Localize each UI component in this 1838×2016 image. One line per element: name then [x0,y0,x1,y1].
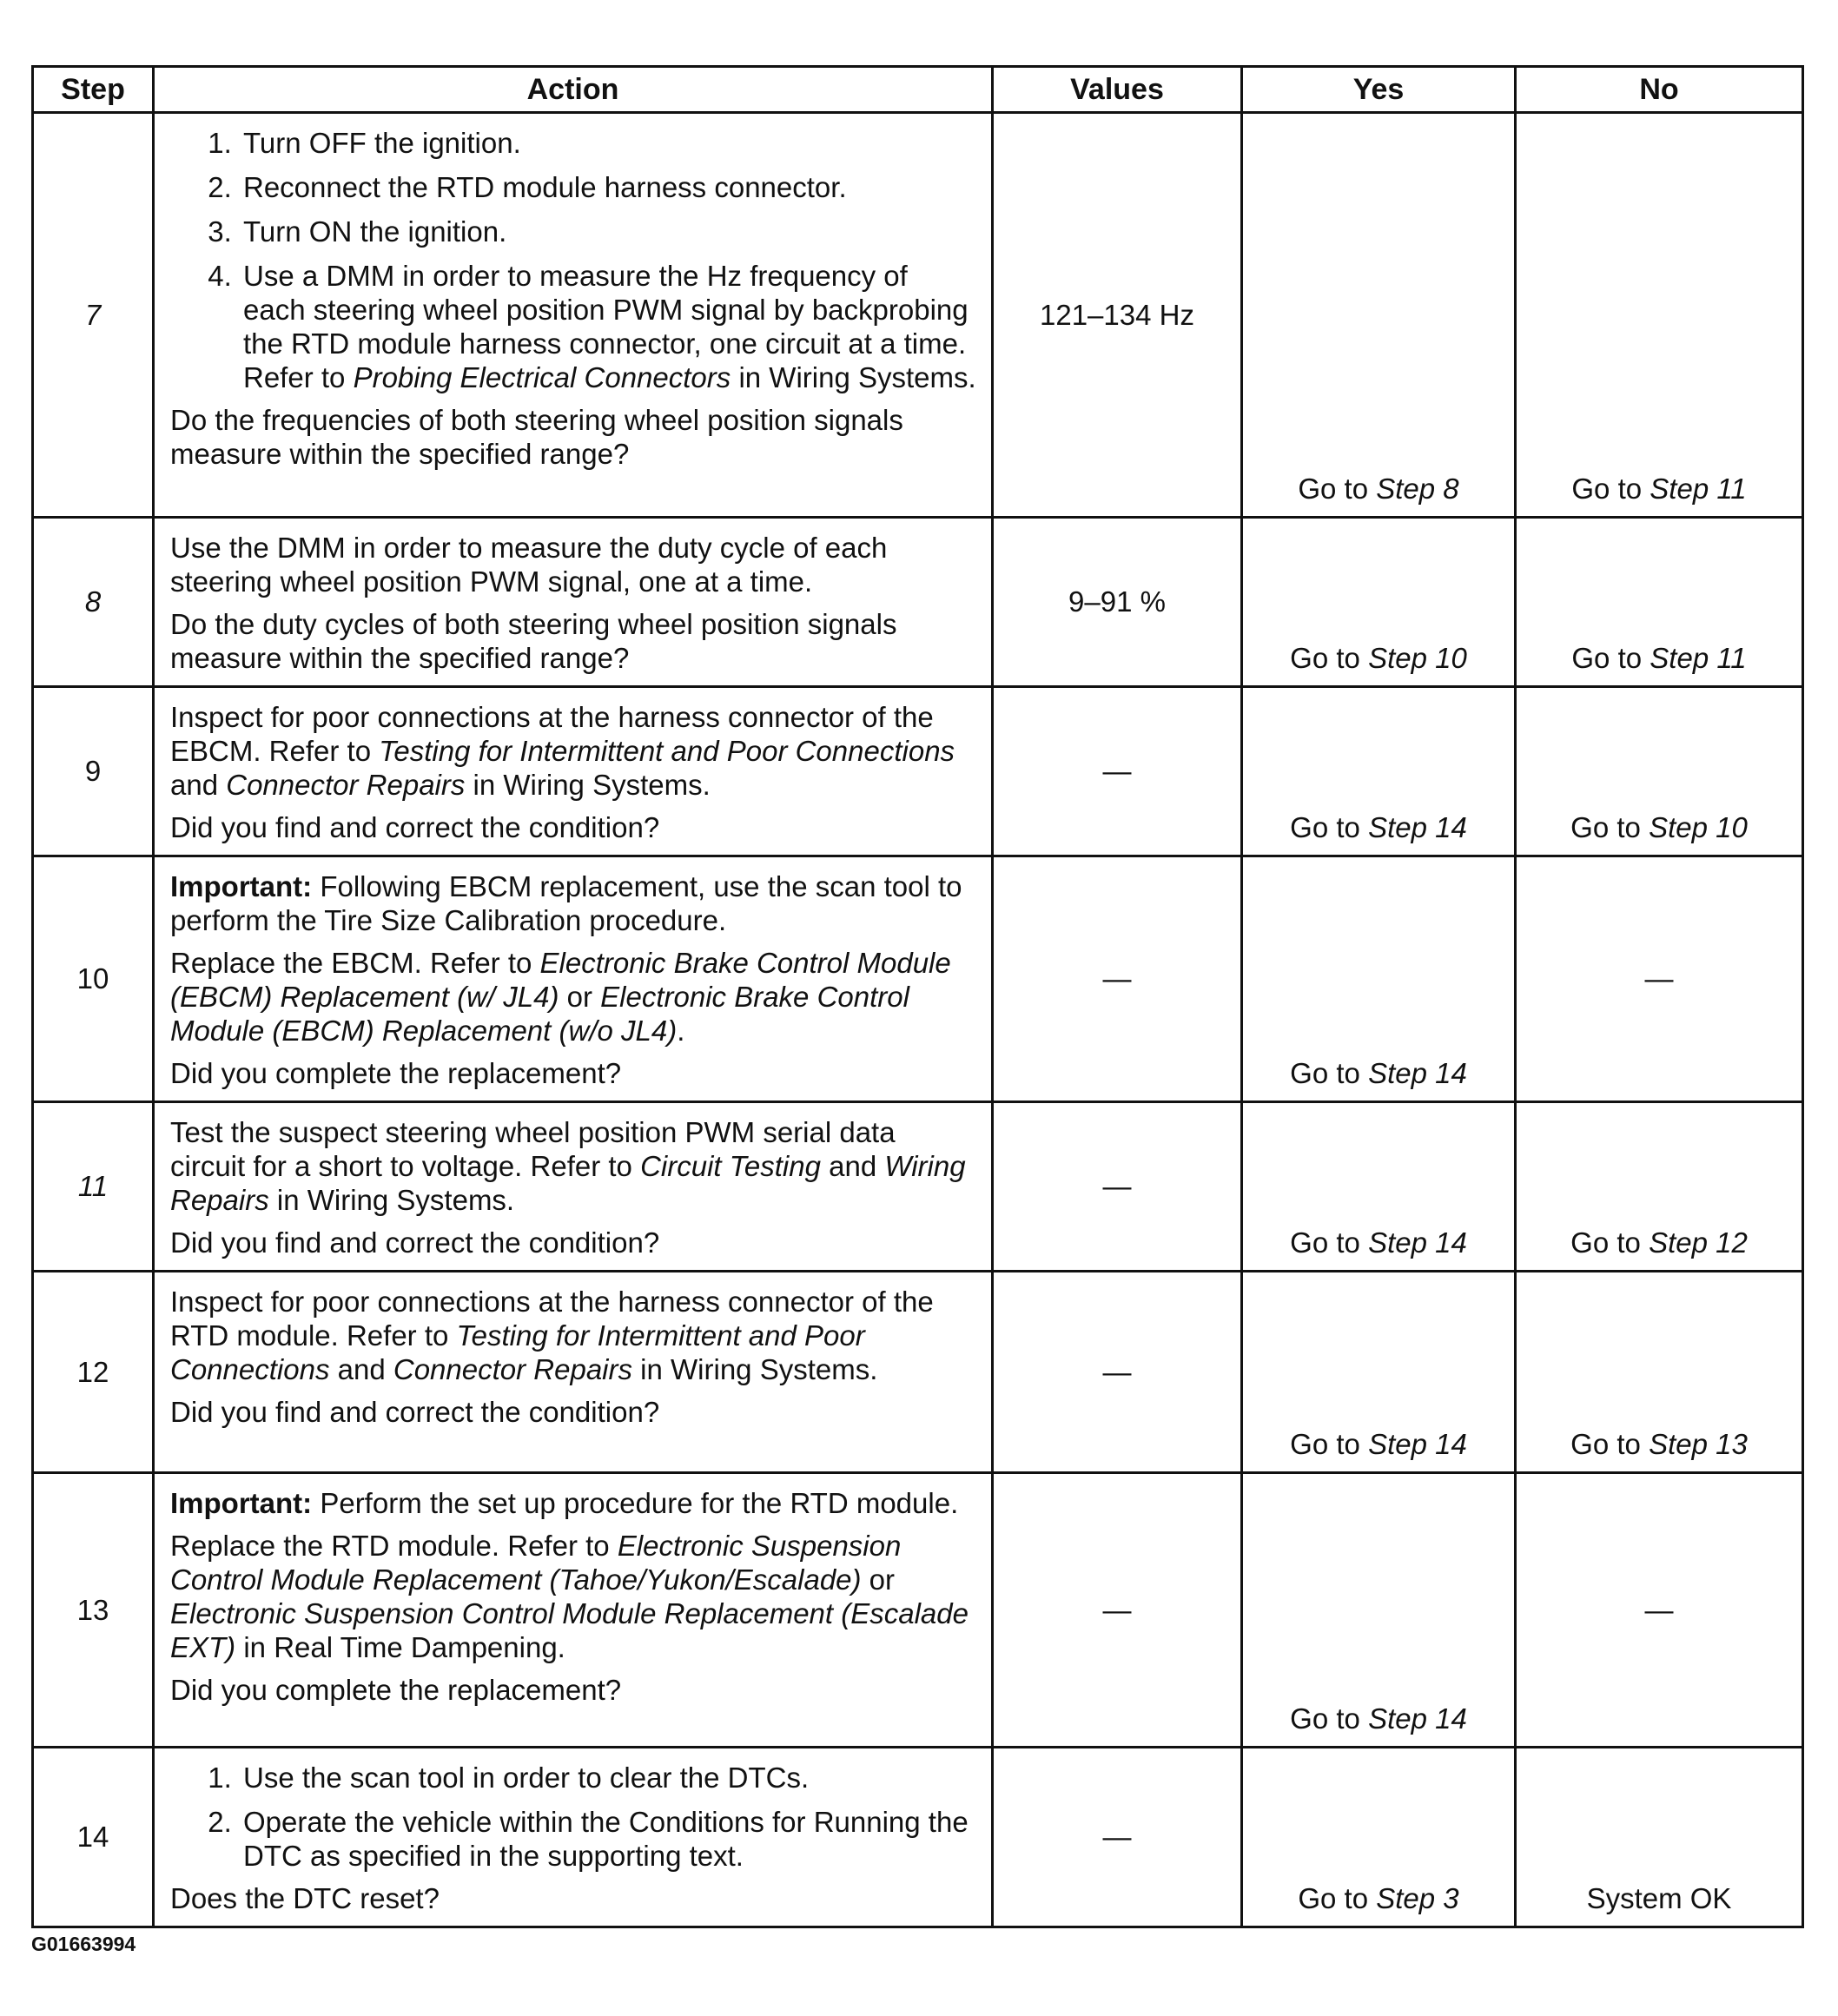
reference-link[interactable]: Probing Electrical Connectors [353,361,731,393]
table-row [33,518,1803,687]
text-span: and [820,1150,885,1182]
action-cell [154,687,993,856]
important-text: Perform the set up procedure for the RTD module. [312,1487,959,1519]
action-cell [154,1473,993,1748]
step-link[interactable]: Step 14 [1368,1057,1467,1089]
text-span: in Wiring Systems. [268,1184,515,1216]
text-span: . [677,1015,685,1047]
step-link[interactable]: Step 10 [1368,642,1467,674]
action-text: Use the DMM in order to measure the duty cycle of each steering wheel position PWM signal, one at a time. [170,532,888,598]
reference-link[interactable]: Wiring Repairs [170,1150,966,1216]
goto-prefix: Go to [1298,1882,1377,1914]
reference-link[interactable]: Connector Repairs [393,1353,632,1385]
goto-prefix: Go to [1571,642,1650,674]
important-text: Following EBCM replacement, use the scan tool to perform the Tire Size Calibration procedure. [170,870,962,936]
goto-prefix: Go to [1290,1428,1369,1460]
header-yes: Yes [1242,67,1516,113]
reference-link[interactable]: Circuit Testing [640,1150,821,1182]
action-cell [154,1272,993,1473]
yes-cell [1242,856,1516,1102]
list-item: 2. Reconnect the RTD module harness connector. [240,170,977,204]
important-label: Important: [170,870,313,902]
text-span: and [170,769,227,801]
text-span: in Wiring Systems. [632,1353,878,1385]
no-cell: — [1516,1473,1803,1748]
step-link[interactable]: Step 14 [1368,811,1467,843]
header-step: Step [33,67,154,113]
no-cell [1516,113,1803,518]
action-list [170,126,977,394]
value-cell: — [993,1102,1242,1272]
action-cell [154,113,993,518]
action-question: Did you complete the replacement? [170,1057,622,1089]
step-link[interactable]: Step 3 [1376,1882,1459,1914]
step-number: 9 [33,687,154,856]
list-item: 1. Turn OFF the ignition. [240,126,977,160]
table-row [33,1473,1803,1748]
yes-cell [1242,1102,1516,1272]
step-link[interactable]: Step 12 [1649,1226,1748,1259]
action-text [170,1529,977,1664]
text-span: Replace the EBCM. Refer to [170,947,540,979]
step-link[interactable]: Step 14 [1368,1702,1467,1735]
action-question: Did you find and correct the condition? [170,1396,660,1428]
action-text [170,700,977,802]
action-question: Did you find and correct the condition? [170,1226,660,1259]
list-item: 3. Turn ON the ignition. [240,215,977,248]
text-span: Test the suspect steering wheel position PWM serial data circuit for a short to voltage. Refer to [170,1116,896,1182]
reference-link[interactable]: Testing for Intermittent and Poor Connections [379,735,955,767]
step-number: 14 [33,1748,154,1927]
value-cell: — [993,1473,1242,1748]
important-label: Important: [170,1487,313,1519]
step-link[interactable]: Step 11 [1650,642,1747,674]
goto-prefix: Go to [1570,1226,1650,1259]
text-span: in Wiring Systems. [731,361,976,393]
action-question: Did you find and correct the condition? [170,811,660,843]
reference-link[interactable]: Electronic Suspension Control Module Replacement (Escalade EXT) [170,1597,969,1663]
goto-prefix: Go to [1290,642,1369,674]
table-row [33,1748,1803,1927]
action-cell [154,518,993,687]
action-list [170,1761,977,1873]
important-note [170,1486,977,1520]
no-cell: System OK [1516,1748,1803,1927]
value-cell: — [993,1272,1242,1473]
action-cell [154,856,993,1102]
step-number: 7 [33,113,154,518]
reference-link[interactable]: Electronic Brake Control Module (EBCM) Replacement (w/ JL4) [170,947,951,1013]
value-cell: — [993,856,1242,1102]
list-item: 2. Operate the vehicle within the Conditions for Running the DTC as specified in the supporting text. [240,1805,977,1873]
text-span: Use a DMM in order to measure the Hz frequency of each steering wheel position PWM signal by backprobing the RTD module harness connector, one circuit at a time. Refer to [243,260,969,393]
text-span: Replace the RTD module. Refer to [170,1530,618,1562]
reference-link[interactable]: Electronic Suspension Control Module Replacement (Tahoe/Yukon/Escalade) [170,1530,902,1596]
step-link[interactable]: Step 10 [1649,811,1748,843]
goto-prefix: Go to [1290,1226,1369,1259]
yes-cell [1242,687,1516,856]
step-link[interactable]: Step 14 [1368,1428,1467,1460]
step-number: 11 [33,1102,154,1272]
diagnostic-table [31,65,1804,1928]
text-span: and [329,1353,393,1385]
yes-cell [1242,1272,1516,1473]
text-span: Inspect for poor connections at the harness connector of the RTD module. Refer to [170,1286,934,1352]
reference-link[interactable]: Electronic Brake Control Module (EBCM) Replacement (w/o JL4) [170,981,909,1047]
reference-link[interactable]: Testing for Intermittent and Poor Connections [170,1319,865,1385]
table-row [33,113,1803,518]
value-cell: — [993,1748,1242,1927]
table-row [33,1102,1803,1272]
goto-prefix: Go to [1570,1428,1650,1460]
text-span: Inspect for poor connections at the harness connector of the EBCM. Refer to [170,701,934,767]
value-cell: 9–91 % [993,518,1242,687]
text-span: in Real Time Dampening. [235,1631,565,1663]
no-cell [1516,1102,1803,1272]
yes-cell [1242,113,1516,518]
yes-cell [1242,1748,1516,1927]
no-cell [1516,687,1803,856]
step-link[interactable]: Step 8 [1376,473,1459,505]
step-link[interactable]: Step 13 [1649,1428,1748,1460]
table-row [33,687,1803,856]
list-item: 1. Use the scan tool in order to clear the DTCs. [240,1761,977,1795]
header-action: Action [154,67,993,113]
action-question: Do the frequencies of both steering wheel position signals measure within the specified range? [170,404,903,470]
reference-link[interactable]: Connector Repairs [226,769,466,801]
value-cell: 121–134 Hz [993,113,1242,518]
action-question: Did you complete the replacement? [170,1674,622,1706]
action-text [170,1115,977,1217]
text-span: or [861,1563,896,1596]
action-text [170,946,977,1048]
important-note [170,869,977,937]
text-span: or [559,981,601,1013]
header-row [33,67,1803,113]
table-row [33,856,1803,1102]
no-cell [1516,518,1803,687]
action-text [170,1285,977,1386]
figure-id: G01663994 [31,1933,136,1955]
list-item [240,259,977,394]
goto-prefix: Go to [1298,473,1377,505]
step-number: 8 [33,518,154,687]
step-link[interactable]: Step 11 [1650,473,1747,505]
goto-prefix: Go to [1290,1057,1369,1089]
action-question: Does the DTC reset? [170,1882,440,1914]
text-span: in Wiring Systems. [465,769,711,801]
goto-prefix: Go to [1290,1702,1369,1735]
no-cell [1516,1272,1803,1473]
header-no: No [1516,67,1803,113]
action-cell [154,1102,993,1272]
no-cell: — [1516,856,1803,1102]
value-cell: — [993,687,1242,856]
action-question: Do the duty cycles of both steering wheel position signals measure within the specified range? [170,608,897,674]
yes-cell [1242,518,1516,687]
step-number: 10 [33,856,154,1102]
goto-prefix: Go to [1571,473,1650,505]
header-values: Values [993,67,1242,113]
goto-prefix: Go to [1290,811,1369,843]
step-number: 12 [33,1272,154,1473]
yes-cell [1242,1473,1516,1748]
step-link[interactable]: Step 14 [1368,1226,1467,1259]
step-number: 13 [33,1473,154,1748]
action-cell [154,1748,993,1927]
table-row [33,1272,1803,1473]
goto-prefix: Go to [1570,811,1650,843]
